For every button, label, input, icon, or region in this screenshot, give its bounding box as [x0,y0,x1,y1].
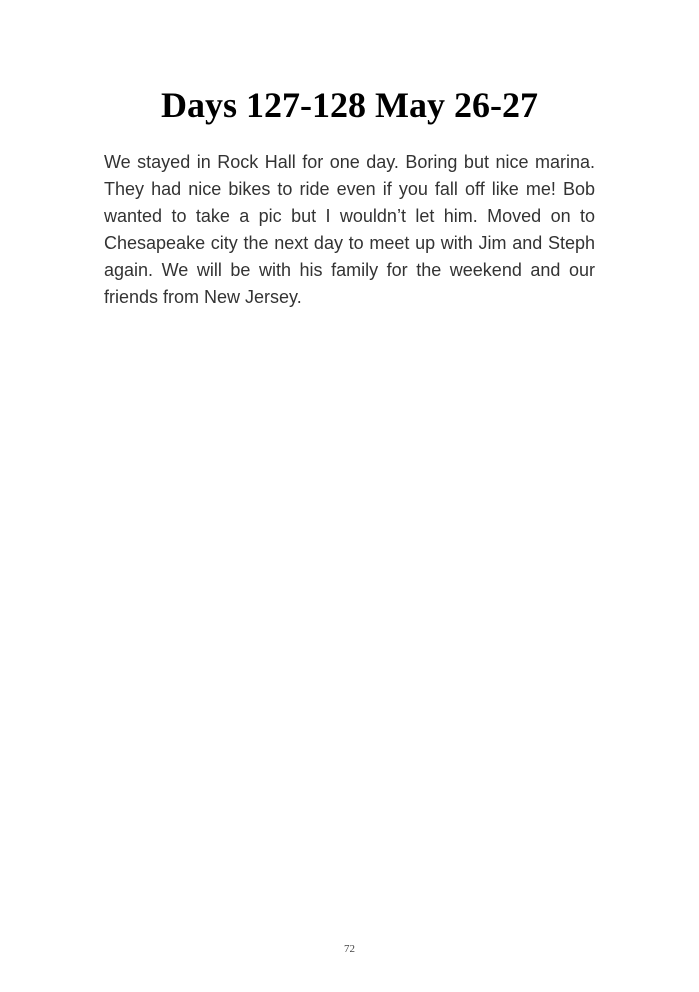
page-number: 72 [344,943,355,955]
body-paragraph: We stayed in Rock Hall for one day. Boring but nice marina. They had nice bikes to ride even if you fall off like me! Bob wanted to take a pic but I wouldn’t let him. Moved on to Chesapeake city the next day to meet up with Jim and Steph again. We will be with his family for the weekend and our friends from New Jersey. [104,152,595,307]
page-title: Days 127-128 May 26-27 [161,85,538,125]
